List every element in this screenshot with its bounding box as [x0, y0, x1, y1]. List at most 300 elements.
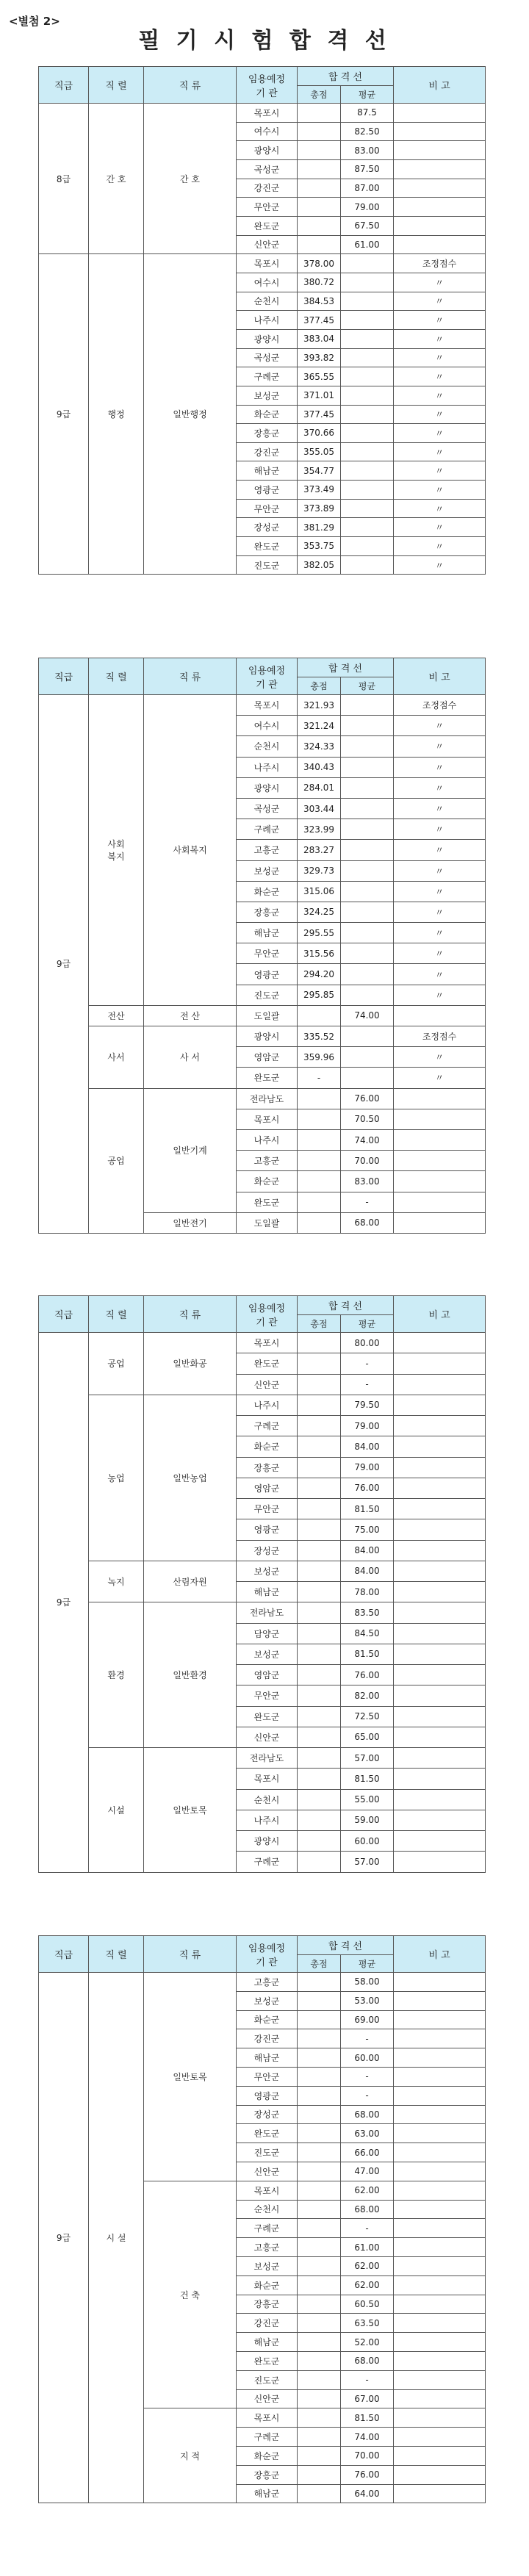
total-cell [298, 1852, 341, 1872]
total-cell: 373.89 [298, 499, 341, 518]
agency-cell: 강진군 [237, 2029, 298, 2048]
agency-cell: 구례군 [237, 1416, 298, 1436]
average-cell [341, 499, 394, 518]
remarks-cell [394, 104, 486, 123]
average-cell: 79.50 [341, 1395, 394, 1415]
header-remarks: 비 고 [394, 1936, 486, 1973]
average-cell: 70.00 [341, 1151, 394, 1171]
header-grade: 직급 [39, 1936, 89, 1973]
average-cell [341, 424, 394, 443]
agency-cell: 목포시 [237, 254, 298, 273]
page-title: 필 기 시 험 합 격 선 [138, 28, 391, 54]
total-cell: 393.82 [298, 348, 341, 367]
header-series: 직 렬 [89, 658, 144, 695]
remarks-cell [394, 2162, 486, 2181]
total-cell: 335.52 [298, 1026, 341, 1047]
agency-cell: 광양시 [237, 1026, 298, 1047]
total-cell [298, 1129, 341, 1150]
average-cell: 62.00 [341, 2181, 394, 2200]
kind-cell: 지 적 [144, 2408, 237, 2503]
agency-cell: 신안군 [237, 1727, 298, 1747]
agency-cell: 장성군 [237, 2105, 298, 2124]
average-cell [341, 923, 394, 943]
table-row [39, 695, 486, 716]
average-cell: 83.00 [341, 1171, 394, 1192]
agency-cell: 완도군 [237, 2351, 298, 2370]
kind-cell: 일반농업 [144, 1395, 237, 1561]
table-row [39, 1973, 486, 1992]
header-kind: 직 류 [144, 658, 237, 695]
average-cell: 81.50 [341, 1499, 394, 1519]
remarks-cell [394, 1129, 486, 1150]
average-cell: - [341, 2029, 394, 2048]
table-row [39, 1395, 486, 1415]
total-cell: 381.29 [298, 518, 341, 537]
average-cell [341, 292, 394, 311]
average-cell [341, 964, 394, 985]
kind-cell: 일반환경 [144, 1602, 237, 1748]
total-cell [298, 2086, 341, 2105]
average-cell: 67.50 [341, 216, 394, 235]
total-cell [298, 1991, 341, 2010]
agency-cell: 신안군 [237, 2162, 298, 2181]
average-cell: 78.00 [341, 1582, 394, 1602]
remarks-cell [394, 2181, 486, 2200]
kind-cell: 사회복지 [144, 695, 237, 1006]
agency-cell: 화순군 [237, 2275, 298, 2295]
remarks-cell [394, 2314, 486, 2333]
header-kind: 직 류 [144, 1296, 237, 1333]
total-cell [298, 2143, 341, 2162]
average-cell: 61.00 [341, 2238, 394, 2257]
total-cell: 323.99 [298, 819, 341, 840]
remarks-cell: 〃 [394, 386, 486, 405]
average-cell: 82.50 [341, 122, 394, 141]
agency-cell: 순천시 [237, 292, 298, 311]
kind-cell: 일반행정 [144, 254, 237, 575]
total-cell [298, 2181, 341, 2200]
header-total: 총점 [298, 1315, 341, 1333]
total-cell: 315.06 [298, 881, 341, 902]
total-cell: 377.45 [298, 405, 341, 424]
remarks-cell [394, 2295, 486, 2314]
agency-cell: 여수시 [237, 273, 298, 292]
total-cell [298, 1789, 341, 1810]
average-cell: 61.00 [341, 235, 394, 254]
agency-cell: 무안군 [237, 198, 298, 217]
total-cell: 378.00 [298, 254, 341, 273]
average-cell: 52.00 [341, 2333, 394, 2352]
remarks-cell: 〃 [394, 518, 486, 537]
total-cell: 359.96 [298, 1047, 341, 1068]
average-cell: 81.50 [341, 2408, 394, 2428]
agency-cell: 영광군 [237, 964, 298, 985]
average-cell: 79.00 [341, 1457, 394, 1478]
remarks-cell [394, 2256, 486, 2275]
average-cell: - [341, 1374, 394, 1395]
remarks-cell [394, 1644, 486, 1664]
total-cell: 329.73 [298, 860, 341, 881]
average-cell [341, 518, 394, 537]
remarks-cell [394, 1991, 486, 2010]
total-cell: 324.33 [298, 736, 341, 757]
total-cell [298, 2238, 341, 2257]
remarks-cell [394, 2275, 486, 2295]
total-cell [298, 2256, 341, 2275]
total-cell: 294.20 [298, 964, 341, 985]
total-cell [298, 198, 341, 217]
remarks-cell [394, 1665, 486, 1685]
header-agency: 임용예정 기 관 [237, 1296, 298, 1333]
average-cell: 76.00 [341, 1665, 394, 1685]
remarks-cell [394, 2389, 486, 2408]
total-cell: 315.56 [298, 943, 341, 964]
agency-cell: 구례군 [237, 2219, 298, 2238]
remarks-cell [394, 2333, 486, 2352]
total-cell [298, 1582, 341, 1602]
average-cell [341, 985, 394, 1005]
remarks-cell: 〃 [394, 424, 486, 443]
average-cell: 83.00 [341, 141, 394, 160]
total-cell [298, 1171, 341, 1192]
remarks-cell: 〃 [394, 736, 486, 757]
agency-cell: 화순군 [237, 881, 298, 902]
agency-cell: 완도군 [237, 216, 298, 235]
remarks-cell [394, 1769, 486, 1789]
total-cell [298, 1353, 341, 1374]
total-cell: 324.25 [298, 902, 341, 922]
remarks-cell: 〃 [394, 923, 486, 943]
series-cell: 사서 [89, 1026, 144, 1089]
agency-cell: 보성군 [237, 1991, 298, 2010]
remarks-cell: 조정점수 [394, 1026, 486, 1047]
agency-cell: 강진군 [237, 2314, 298, 2333]
total-cell [298, 2124, 341, 2143]
header-kind: 직 류 [144, 1936, 237, 1973]
total-cell [298, 2105, 341, 2124]
kind-cell: 일반기계 [144, 1088, 237, 1212]
average-cell: 66.00 [341, 2143, 394, 2162]
agency-cell: 강진군 [237, 442, 298, 461]
agency-cell: 목포시 [237, 1769, 298, 1789]
average-cell: 76.00 [341, 1088, 394, 1109]
average-cell: 68.00 [341, 1212, 394, 1233]
remarks-cell [394, 216, 486, 235]
average-cell [341, 798, 394, 819]
remarks-cell: 〃 [394, 902, 486, 922]
total-cell [298, 2484, 341, 2503]
remarks-cell [394, 2428, 486, 2447]
total-cell [298, 1623, 341, 1644]
remarks-cell [394, 2029, 486, 2048]
remarks-cell [394, 1457, 486, 1478]
remarks-cell: 〃 [394, 461, 486, 481]
agency-cell: 화순군 [237, 1171, 298, 1192]
agency-cell: 보성군 [237, 860, 298, 881]
agency-cell: 화순군 [237, 1436, 298, 1457]
agency-cell: 완도군 [237, 537, 298, 556]
remarks-cell [394, 2446, 486, 2465]
remarks-cell [394, 1519, 486, 1540]
kind-cell: 일반화공 [144, 1333, 237, 1395]
agency-cell: 무안군 [237, 943, 298, 964]
remarks-cell [394, 1623, 486, 1644]
agency-cell: 영암군 [237, 1047, 298, 1068]
agency-cell: 목포시 [237, 2408, 298, 2428]
remarks-cell: 〃 [394, 964, 486, 985]
remarks-cell [394, 1706, 486, 1727]
agency-cell: 해남군 [237, 461, 298, 481]
average-cell: - [341, 1353, 394, 1374]
total-cell [298, 2048, 341, 2068]
remarks-cell [394, 1831, 486, 1852]
agency-cell: 여수시 [237, 122, 298, 141]
average-cell [341, 1068, 394, 1088]
kind-cell: 일반토목 [144, 1748, 237, 1873]
agency-cell: 영광군 [237, 2086, 298, 2105]
agency-cell: 해남군 [237, 2333, 298, 2352]
total-cell [298, 2314, 341, 2333]
remarks-cell: 〃 [394, 881, 486, 902]
agency-cell: 진도군 [237, 985, 298, 1005]
agency-cell: 장성군 [237, 518, 298, 537]
remarks-cell: 조정점수 [394, 254, 486, 273]
remarks-cell [394, 2484, 486, 2503]
average-cell: 59.00 [341, 1810, 394, 1830]
average-cell: 62.00 [341, 2275, 394, 2295]
agency-cell: 전라남도 [237, 1748, 298, 1769]
remarks-cell [394, 1748, 486, 1769]
series-cell: 행정 [89, 254, 144, 575]
total-cell: 303.44 [298, 798, 341, 819]
average-cell [341, 840, 394, 860]
agency-cell: 신안군 [237, 1374, 298, 1395]
agency-cell: 보성군 [237, 2256, 298, 2275]
total-cell [298, 1088, 341, 1109]
agency-cell: 화순군 [237, 2010, 298, 2029]
average-cell [341, 860, 394, 881]
agency-cell: 화순군 [237, 2446, 298, 2465]
agency-cell: 구례군 [237, 2428, 298, 2447]
agency-cell: 고흥군 [237, 2238, 298, 2257]
agency-cell: 고흥군 [237, 840, 298, 860]
average-cell [341, 254, 394, 273]
average-cell: 80.00 [341, 1333, 394, 1353]
agency-cell: 완도군 [237, 1353, 298, 1374]
remarks-cell [394, 1852, 486, 1872]
total-cell [298, 1499, 341, 1519]
agency-cell: 신안군 [237, 2389, 298, 2408]
total-cell [298, 2010, 341, 2029]
remarks-cell [394, 2238, 486, 2257]
agency-cell: 영암군 [237, 1478, 298, 1498]
agency-cell: 구례군 [237, 1852, 298, 1872]
average-cell [341, 311, 394, 330]
remarks-cell [394, 1810, 486, 1830]
header-agency: 임용예정 기 관 [237, 1936, 298, 1973]
cutoff-table [38, 1935, 486, 2503]
agency-cell: 영암군 [237, 1665, 298, 1685]
total-cell [298, 1602, 341, 1623]
total-cell [298, 1333, 341, 1353]
total-cell [298, 1561, 341, 1581]
remarks-cell [394, 1416, 486, 1436]
remarks-cell [394, 235, 486, 254]
header-remarks: 비 고 [394, 67, 486, 104]
total-cell: 384.53 [298, 292, 341, 311]
average-cell [341, 442, 394, 461]
agency-cell: 해남군 [237, 2048, 298, 2068]
average-cell: 87.00 [341, 179, 394, 198]
remarks-cell: 〃 [394, 348, 486, 367]
agency-cell: 해남군 [237, 1582, 298, 1602]
remarks-cell [394, 1374, 486, 1395]
remarks-cell [394, 2219, 486, 2238]
average-cell: 68.00 [341, 2105, 394, 2124]
kind-cell: 일반전기 [144, 1212, 237, 1233]
average-cell: - [341, 2086, 394, 2105]
total-cell [298, 2333, 341, 2352]
average-cell: 84.00 [341, 1436, 394, 1457]
table-row [39, 1005, 486, 1026]
header-average: 평균 [341, 1315, 394, 1333]
remarks-cell: 〃 [394, 840, 486, 860]
total-cell [298, 1540, 341, 1561]
remarks-cell [394, 2086, 486, 2105]
remarks-cell [394, 1171, 486, 1192]
remarks-cell: 〃 [394, 481, 486, 500]
remarks-cell [394, 2351, 486, 2370]
average-cell [341, 881, 394, 902]
agency-cell: 목포시 [237, 1333, 298, 1353]
header-remarks: 비 고 [394, 1296, 486, 1333]
total-cell: 373.49 [298, 481, 341, 500]
total-cell: - [298, 1068, 341, 1088]
remarks-cell: 〃 [394, 819, 486, 840]
agency-cell: 목포시 [237, 1109, 298, 1129]
total-cell [298, 2408, 341, 2428]
average-cell: - [341, 1192, 394, 1212]
average-cell: 72.50 [341, 1706, 394, 1727]
table-row [39, 1088, 486, 1109]
table-row [39, 1748, 486, 1769]
total-cell [298, 2029, 341, 2048]
total-cell: 340.43 [298, 757, 341, 777]
remarks-cell [394, 1333, 486, 1353]
average-cell [341, 1026, 394, 1047]
agency-cell: 진도군 [237, 2143, 298, 2162]
table-row [39, 1561, 486, 1581]
agency-cell: 곡성군 [237, 159, 298, 179]
remarks-cell [394, 2370, 486, 2389]
average-cell: 64.00 [341, 2484, 394, 2503]
series-cell: 시설 [89, 1748, 144, 1873]
total-cell [298, 1810, 341, 1830]
cutoff-table [38, 66, 486, 575]
remarks-cell [394, 1212, 486, 1233]
grade-cell: 9급 [39, 1333, 89, 1873]
average-cell [341, 481, 394, 500]
remarks-cell: 〃 [394, 292, 486, 311]
kind-cell: 산림자원 [144, 1561, 237, 1602]
total-cell [298, 1109, 341, 1129]
cutoff-table [38, 658, 486, 1234]
remarks-cell [394, 159, 486, 179]
total-cell: 377.45 [298, 311, 341, 330]
header-agency: 임용예정 기 관 [237, 658, 298, 695]
total-cell [298, 2067, 341, 2086]
total-cell [298, 2200, 341, 2219]
remarks-cell [394, 1395, 486, 1415]
average-cell: 63.50 [341, 2314, 394, 2333]
agency-cell: 보성군 [237, 1644, 298, 1664]
average-cell [341, 819, 394, 840]
remarks-cell [394, 179, 486, 198]
remarks-cell [394, 2408, 486, 2428]
table-row [39, 254, 486, 273]
total-cell [298, 2162, 341, 2181]
total-cell [298, 1151, 341, 1171]
total-cell [298, 2428, 341, 2447]
header-cutoff: 합 격 선 [298, 1936, 394, 1955]
total-cell [298, 1374, 341, 1395]
total-cell [298, 1644, 341, 1664]
agency-cell: 나주시 [237, 1810, 298, 1830]
series-cell: 사회 복지 [89, 695, 144, 1006]
average-cell: 60.00 [341, 2048, 394, 2068]
average-cell [341, 555, 394, 575]
average-cell: 60.00 [341, 1831, 394, 1852]
average-cell: - [341, 2067, 394, 2086]
total-cell [298, 1519, 341, 1540]
average-cell: 81.50 [341, 1769, 394, 1789]
remarks-cell [394, 1151, 486, 1171]
total-cell: 382.05 [298, 555, 341, 575]
average-cell: 81.50 [341, 1644, 394, 1664]
average-cell [341, 736, 394, 757]
agency-cell: 목포시 [237, 2181, 298, 2200]
total-cell [298, 1192, 341, 1212]
agency-cell: 무안군 [237, 1499, 298, 1519]
header-series: 직 렬 [89, 1936, 144, 1973]
average-cell: 74.00 [341, 1005, 394, 1026]
header-total: 총점 [298, 1955, 341, 1973]
header-remarks: 비 고 [394, 658, 486, 695]
remarks-cell [394, 1478, 486, 1498]
remarks-cell [394, 1540, 486, 1561]
total-cell [298, 1727, 341, 1747]
agency-cell: 전라남도 [237, 1602, 298, 1623]
agency-cell: 무안군 [237, 1685, 298, 1706]
agency-cell: 보성군 [237, 1561, 298, 1581]
remarks-cell: 〃 [394, 537, 486, 556]
total-cell: 371.01 [298, 386, 341, 405]
remarks-cell: 조정점수 [394, 695, 486, 716]
header-total: 총점 [298, 677, 341, 695]
remarks-cell: 〃 [394, 943, 486, 964]
total-cell [298, 1457, 341, 1478]
average-cell: 55.00 [341, 1789, 394, 1810]
total-cell [298, 2446, 341, 2465]
grade-cell: 9급 [39, 1973, 89, 2503]
remarks-cell: 〃 [394, 1047, 486, 1068]
average-cell: 60.50 [341, 2295, 394, 2314]
agency-cell: 장흥군 [237, 2465, 298, 2484]
agency-cell: 도일괄 [237, 1212, 298, 1233]
agency-cell: 신안군 [237, 235, 298, 254]
agency-cell: 진도군 [237, 2370, 298, 2389]
agency-cell: 순천시 [237, 736, 298, 757]
